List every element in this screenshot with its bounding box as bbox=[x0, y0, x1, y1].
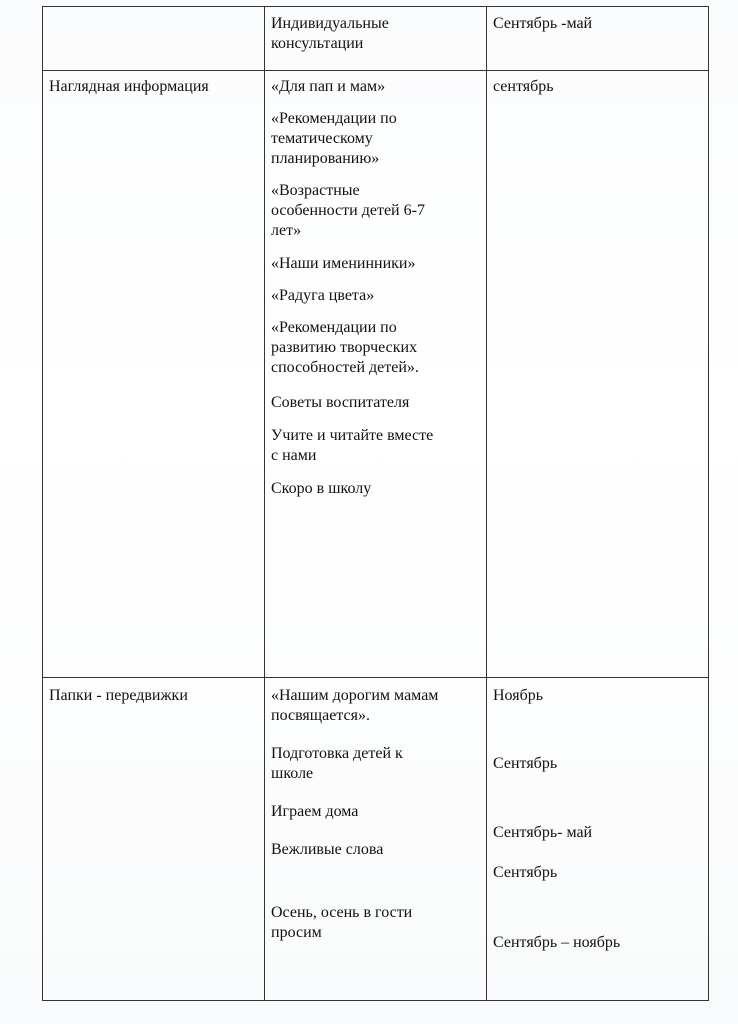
section-cell bbox=[43, 7, 265, 71]
topic-item bbox=[271, 479, 480, 499]
topic-item bbox=[271, 903, 480, 943]
topic-item bbox=[271, 286, 480, 306]
topic-item bbox=[271, 393, 480, 413]
section-label: Папки - передвижки bbox=[49, 687, 188, 704]
table-row bbox=[43, 678, 709, 1001]
topic-line: Осень, осень в гости bbox=[271, 904, 413, 921]
date-value: Сентябрь- май bbox=[493, 824, 593, 841]
section-cell bbox=[43, 678, 265, 1001]
section-label: Наглядная информация bbox=[49, 78, 209, 95]
topic-line: Подготовка детей к bbox=[271, 745, 403, 762]
topic-item bbox=[271, 744, 480, 784]
topic-item bbox=[271, 686, 480, 726]
topic-line: просим bbox=[271, 924, 322, 941]
topic-line: школе bbox=[271, 765, 314, 782]
topic-item bbox=[271, 318, 480, 378]
topic-item bbox=[271, 77, 480, 97]
topic-line: Скоро в школу bbox=[271, 480, 372, 497]
topic-line: планированию» bbox=[271, 150, 380, 167]
table-row bbox=[43, 71, 709, 678]
topic-line: Учите и читайте вместе bbox=[271, 427, 434, 444]
dates-cell bbox=[487, 7, 709, 71]
date-value: Сентябрь bbox=[493, 755, 558, 772]
topic-line: «Рекомендации по bbox=[271, 110, 397, 127]
topic-line: тематическому bbox=[271, 130, 373, 147]
topics-cell bbox=[265, 7, 487, 71]
topic-line: «Возрастные bbox=[271, 182, 360, 199]
topic-item bbox=[271, 802, 480, 822]
section-cell bbox=[43, 71, 265, 678]
topic-line: «Для пап и мам» bbox=[271, 78, 386, 95]
topic-line: посвящается». bbox=[271, 707, 370, 724]
topic-line: Советы воспитателя bbox=[271, 394, 410, 411]
topic-item bbox=[271, 426, 480, 466]
dates-cell bbox=[487, 678, 709, 1001]
date-value: Ноябрь bbox=[493, 687, 544, 704]
topics-cell bbox=[265, 71, 487, 678]
topic-line: лет» bbox=[271, 222, 302, 239]
topic-line: развитию творческих bbox=[271, 339, 418, 356]
topic-line: способностей детей». bbox=[271, 359, 419, 376]
topic-line: особенности детей 6-7 bbox=[271, 202, 425, 219]
topic-line: с нами bbox=[271, 447, 317, 464]
table-row bbox=[43, 7, 709, 71]
date-value: Сентябрь bbox=[493, 864, 558, 881]
topic-line: Вежливые слова bbox=[271, 841, 384, 858]
topic-line: «Рекомендации по bbox=[271, 319, 397, 336]
topic-item bbox=[271, 840, 480, 860]
date-value: Сентябрь -май bbox=[493, 15, 593, 32]
topic-item bbox=[271, 181, 480, 241]
topic-item bbox=[271, 109, 480, 169]
date-value: сентябрь bbox=[493, 78, 554, 95]
topic-line: консультации bbox=[271, 35, 364, 52]
topic-line: «Радуга цвета» bbox=[271, 287, 375, 304]
topic-line: Играем дома bbox=[271, 803, 359, 820]
topic-item bbox=[271, 14, 480, 54]
topic-line: Индивидуальные bbox=[271, 15, 389, 32]
plan-table bbox=[42, 6, 709, 1001]
date-value: Сентябрь – ноябрь bbox=[493, 934, 621, 951]
topic-item bbox=[271, 254, 480, 274]
topics-cell bbox=[265, 678, 487, 1001]
topic-line: «Нашим дорогим мамам bbox=[271, 687, 439, 704]
dates-cell bbox=[487, 71, 709, 678]
topic-line: «Наши именинники» bbox=[271, 255, 416, 272]
